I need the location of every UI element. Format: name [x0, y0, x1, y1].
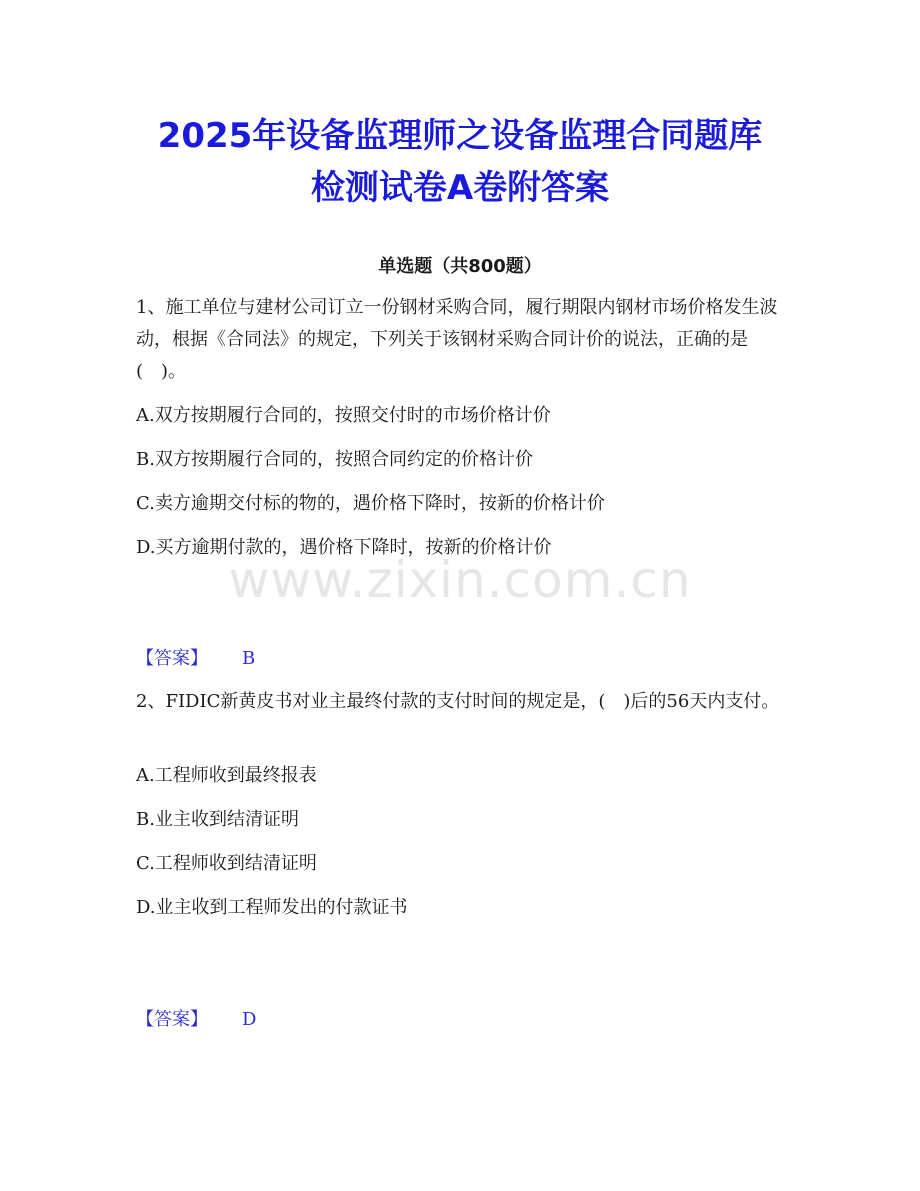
question-2-option-b: B.业主收到结清证明 [136, 809, 299, 830]
question-1-option-d: D.买方逾期付款的，遇价格下降时，按新的价格计价 [136, 537, 552, 558]
question-2-option-c: C.工程师收到结清证明 [136, 853, 317, 874]
watermark: www.zixin.com.cn [228, 551, 692, 609]
question-2-option-d: D.业主收到工程师发出的付款证书 [136, 897, 408, 918]
question-2-option-a: A.工程师收到最终报表 [136, 765, 317, 786]
answer-value: D [242, 1009, 257, 1030]
page-title-line-1: 2025年设备监理师之设备监理合同题库 [157, 116, 763, 156]
question-2-answer [136, 1004, 786, 1036]
question-2-stem: 2、FIDIC新黄皮书对业主最终付款的支付时间的规定是，( )后的56天内支付。 [136, 691, 780, 712]
section-heading: 单选题（共800题） [378, 256, 542, 277]
question-1-answer [136, 643, 786, 675]
question-1-option-c: C.卖方逾期交付标的物的，遇价格下降时，按新的价格计价 [136, 493, 605, 514]
answer-label: 【答案】 [136, 648, 208, 669]
question-1-stem: 1、施工单位与建材公司订立一份钢材采购合同，履行期限内钢材市场价格发生波动，根据《合同法》的规定，下列关于该钢材采购合同计价的说法，正确的是( )。 [136, 297, 778, 382]
question-1-option-b: B.双方按期履行合同的，按照合同约定的价格计价 [136, 449, 533, 470]
question-1-option-a: A.双方按期履行合同的，按照交付时的市场价格计价 [136, 405, 551, 426]
answer-label: 【答案】 [136, 1009, 208, 1030]
answer-value: B [242, 648, 256, 669]
page-title-line-2: 检测试卷A卷附答案 [310, 168, 610, 208]
